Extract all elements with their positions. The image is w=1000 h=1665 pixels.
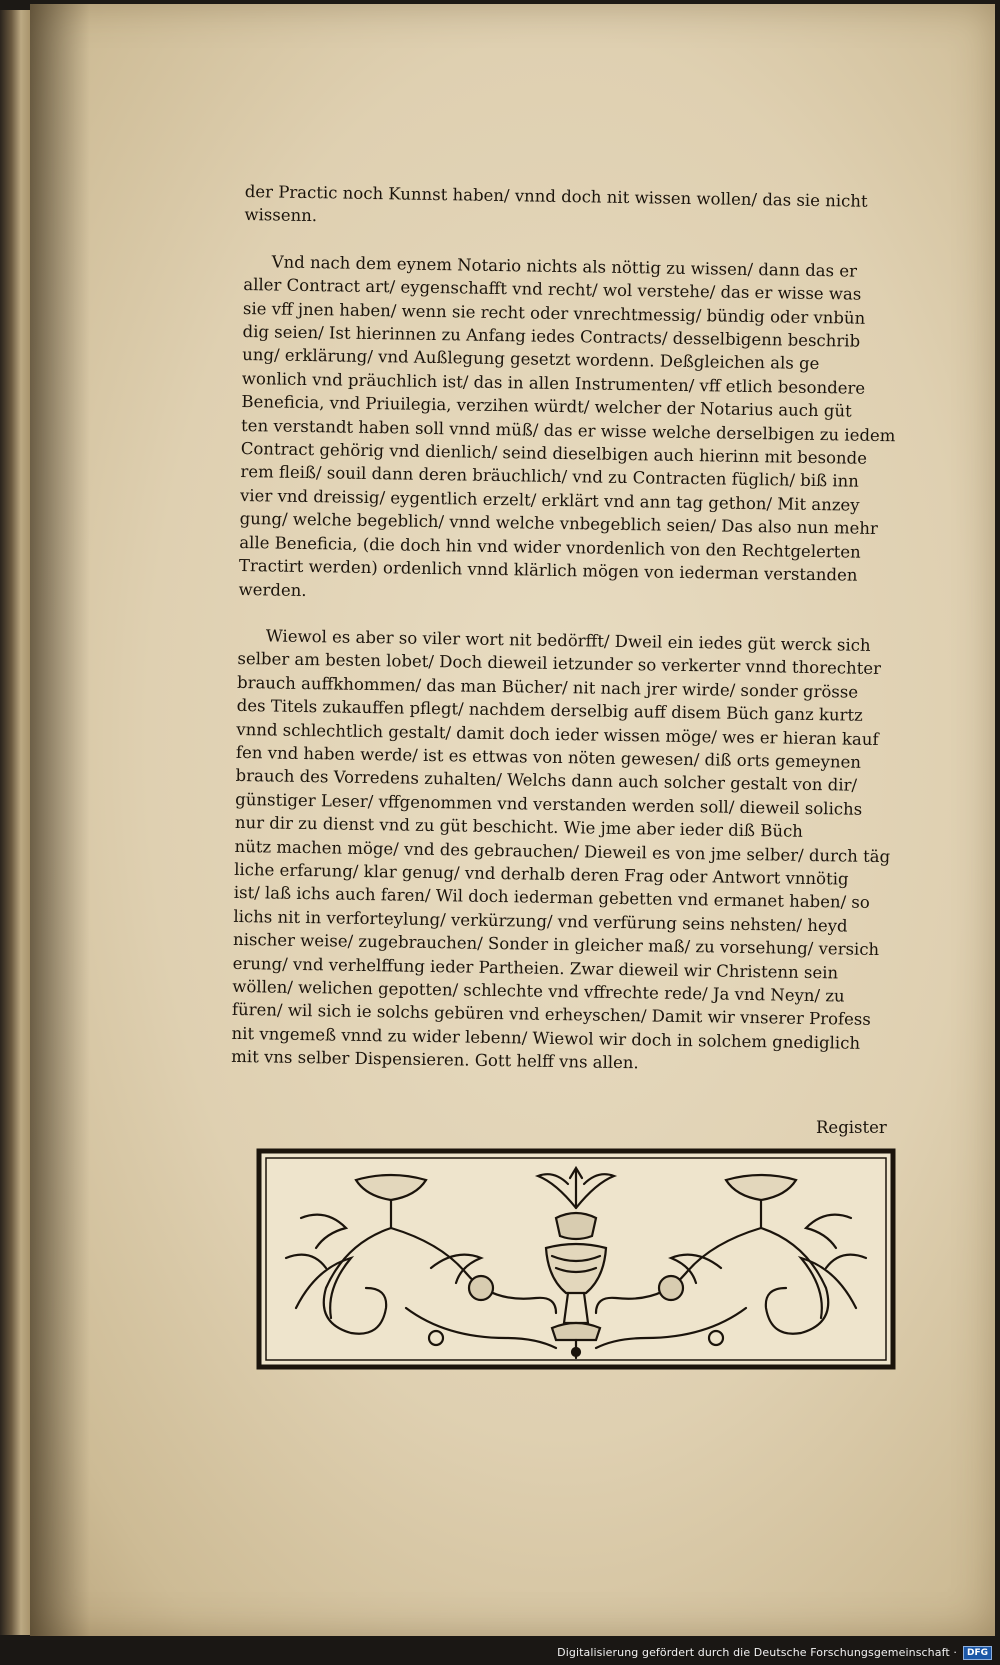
text-line: erung/ vnd verhelffung ieder Partheien. Zwar dieweil wir Christenn sein xyxy=(232,953,839,983)
text-line: ist/ laß ichs auch faren/ Wil doch iederman gebetten vnd ermanet haben/ so xyxy=(233,883,870,913)
paragraph xyxy=(244,180,905,237)
text-line: mit vns selber Dispensieren. Gott helff vns allen. xyxy=(231,1047,639,1073)
text-line: Contract gehörig vnd dienlich/ seind dieselbigen auch hierinn mit besonde xyxy=(240,439,868,468)
text-line: rem fleiß/ souil dann deren bräuchlich/ vnd zu Contracten füglich/ biß inn xyxy=(240,462,860,492)
text-line: wonlich vnd präuchlich ist/ das in allen Instrumenten/ vff etlich besondere xyxy=(241,368,866,398)
text-line: Vnd nach dem eynem Notario nichts als nöttig zu wissen/ dann das er xyxy=(271,252,858,281)
text-line: lichs nit in verforteylung/ verkürzung/ vnd verfürung seins nehsten/ heyd xyxy=(233,906,848,936)
text-line: günstiger Leser/ vffgenommen vnd verstanden werden soll/ dieweil solichs xyxy=(235,789,863,819)
text-line: werden. xyxy=(238,579,307,600)
dfg-logo: DFG xyxy=(963,1646,992,1660)
digitization-footer xyxy=(0,1640,1000,1665)
paragraph xyxy=(231,624,898,1079)
paragraph xyxy=(238,250,903,611)
text-line: dig seien/ Ist hierinnen zu Anfang iedes Contracts/ desselbigenn beschrib xyxy=(242,322,861,351)
body-text xyxy=(231,180,905,1102)
text-line: liche erfarung/ klar genug/ vnd derhalb deren Frag oder Antwort vnnötig xyxy=(234,859,849,889)
text-line: selber am besten lobet/ Doch dieweil ietzunder so verkerter vnnd thorechter xyxy=(237,649,882,679)
text-line: brauch des Vorredens zuhalten/ Welchs dann auch solcher gestalt von dir/ xyxy=(235,766,858,796)
text-line: der Practic noch Kunnst haben/ vnnd doch nit wissen wollen/ das sie nicht xyxy=(244,181,868,211)
text-line: vier vnd dreissig/ eygentlich erzelt/ erklärt vnd ann tag gethon/ Mit anzey xyxy=(239,485,860,515)
text-line: wöllen/ welichen gepotten/ schlechte vnd vffrechte rede/ Ja vnd Neyn/ zu xyxy=(232,976,845,1006)
woodcut-ornament xyxy=(256,1148,896,1370)
text-line: nit vngemeß vnnd zu wider lebenn/ Wiewol wir doch in solchem gnediglich xyxy=(231,1023,861,1053)
text-line: nur dir zu dienst vnd zu güt beschicht. Wie jme aber ieder diß Büch xyxy=(234,813,804,841)
text-line: ten verstandt haben soll vnnd müß/ das er wisse welche derselbigen zu iedem xyxy=(241,415,896,445)
catchword: Register xyxy=(816,1118,887,1137)
text-line: Wiewol es aber so viler wort nit bedörfft/ Dweil ein iedes güt werck sich xyxy=(265,626,871,655)
text-line: nischer weise/ zugebrauchen/ Sonder in gleicher maß/ zu vorsehung/ versich xyxy=(232,930,880,960)
text-line: sie vff jnen haben/ wenn sie recht oder vnrechtmessig/ bündig oder vnbün xyxy=(242,298,866,328)
text-line: brauch auffkhommen/ das man Bücher/ nit nach jrer wirde/ sonder grösse xyxy=(236,672,859,702)
text-line: alle Beneficia, (die doch hin vnd wider vnordenlich von den Rechtgelerten xyxy=(239,532,861,562)
text-line: des Titels zukauffen pflegt/ nachdem derselbig auff disem Büch ganz kurtz xyxy=(236,696,863,725)
gutter-shadow xyxy=(30,4,90,1636)
text-line: gung/ welche begeblich/ vnnd welche vnbegeblich seien/ Das also nun mehr xyxy=(239,509,878,539)
text-line: aller Contract art/ eygenschafft vnd recht/ wol verstehe/ das er wisse was xyxy=(243,275,862,304)
text-line: Beneficia, vnd Priuilegia, verzihen würdt/ welcher der Notarius auch güt xyxy=(241,392,852,421)
text-line: wissenn. xyxy=(244,205,318,226)
text-line: fen vnd haben werde/ ist es ettwas von nöten gewesen/ diß orts gemeynen xyxy=(235,742,862,772)
text-line: Tractirt werden) ordenlich vnnd klärlich mögen von iederman verstanden xyxy=(238,556,858,585)
text-line: ung/ erklärung/ vnd Außlegung gesetzt wordenn. Deßgleichen als ge xyxy=(242,345,820,374)
text-line: vnnd schlechtlich gestalt/ damit doch ieder wissen möge/ wes er hieran kauf xyxy=(236,719,879,749)
text-line: füren/ wil sich ie solchs gebüren vnd erheyschen/ Damit wir vnserer Profess xyxy=(231,1000,871,1030)
footer-credit: Digitalisierung gefördert durch die Deutsche Forschungsgemeinschaft · xyxy=(557,1646,957,1659)
text-line: nütz machen möge/ vnd des gebrauchen/ Dieweil es von jme selber/ durch täg xyxy=(234,836,891,866)
